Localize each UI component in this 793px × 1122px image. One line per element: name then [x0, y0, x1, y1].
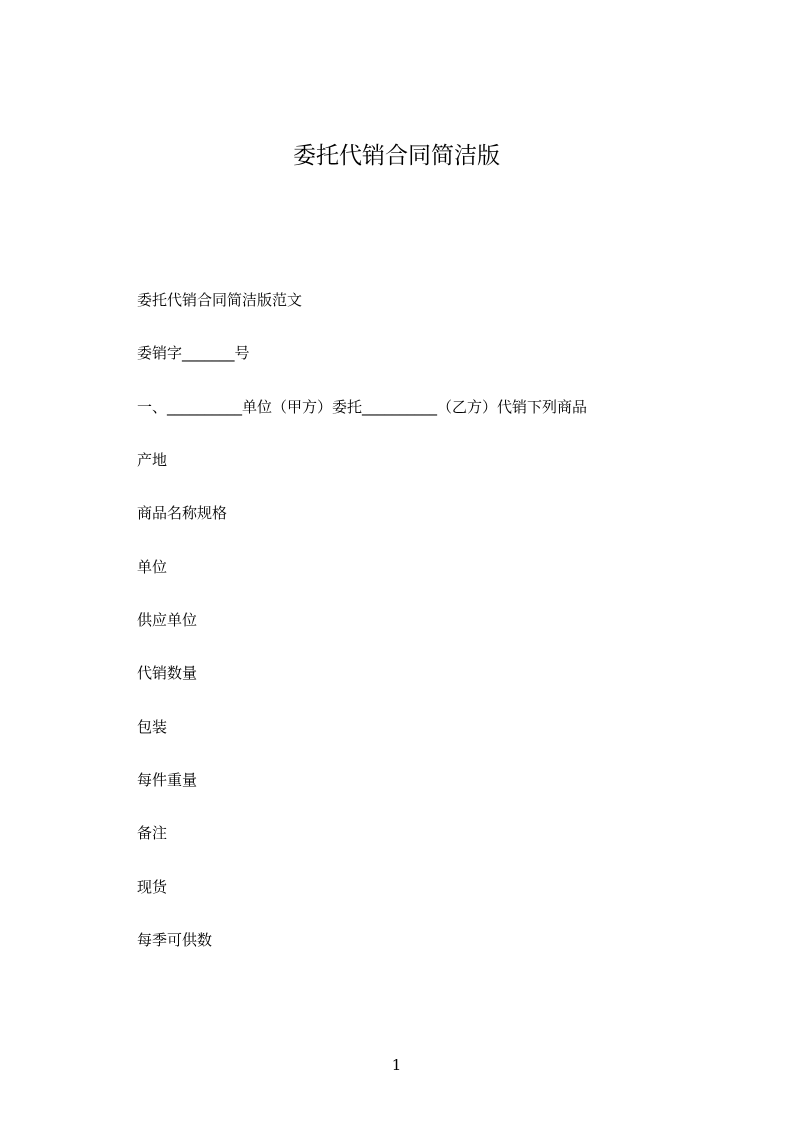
field-quarterly-supply: 每季可供数 — [137, 931, 213, 949]
field-in-stock: 现货 — [137, 878, 168, 896]
field-packaging: 包装 — [137, 718, 168, 736]
field-unit-weight: 每件重量 — [137, 771, 198, 789]
field-consignment-quantity: 代销数量 — [137, 664, 198, 682]
field-remarks: 备注 — [137, 824, 168, 842]
subtitle-line: 委托代销合同简洁版范文 — [137, 291, 303, 309]
field-product-name-spec: 商品名称规格 — [137, 504, 228, 522]
field-supplier: 供应单位 — [137, 611, 198, 629]
page-number: 1 — [391, 1056, 402, 1074]
field-origin: 产地 — [137, 451, 168, 469]
clause-one-line: 一、__________单位（甲方）委托__________（乙方）代销下列商品 — [137, 398, 588, 416]
page-title: 委托代销合同简洁版 — [293, 143, 500, 169]
field-unit: 单位 — [137, 558, 168, 576]
contract-number-line: 委销字_______号 — [137, 344, 250, 362]
